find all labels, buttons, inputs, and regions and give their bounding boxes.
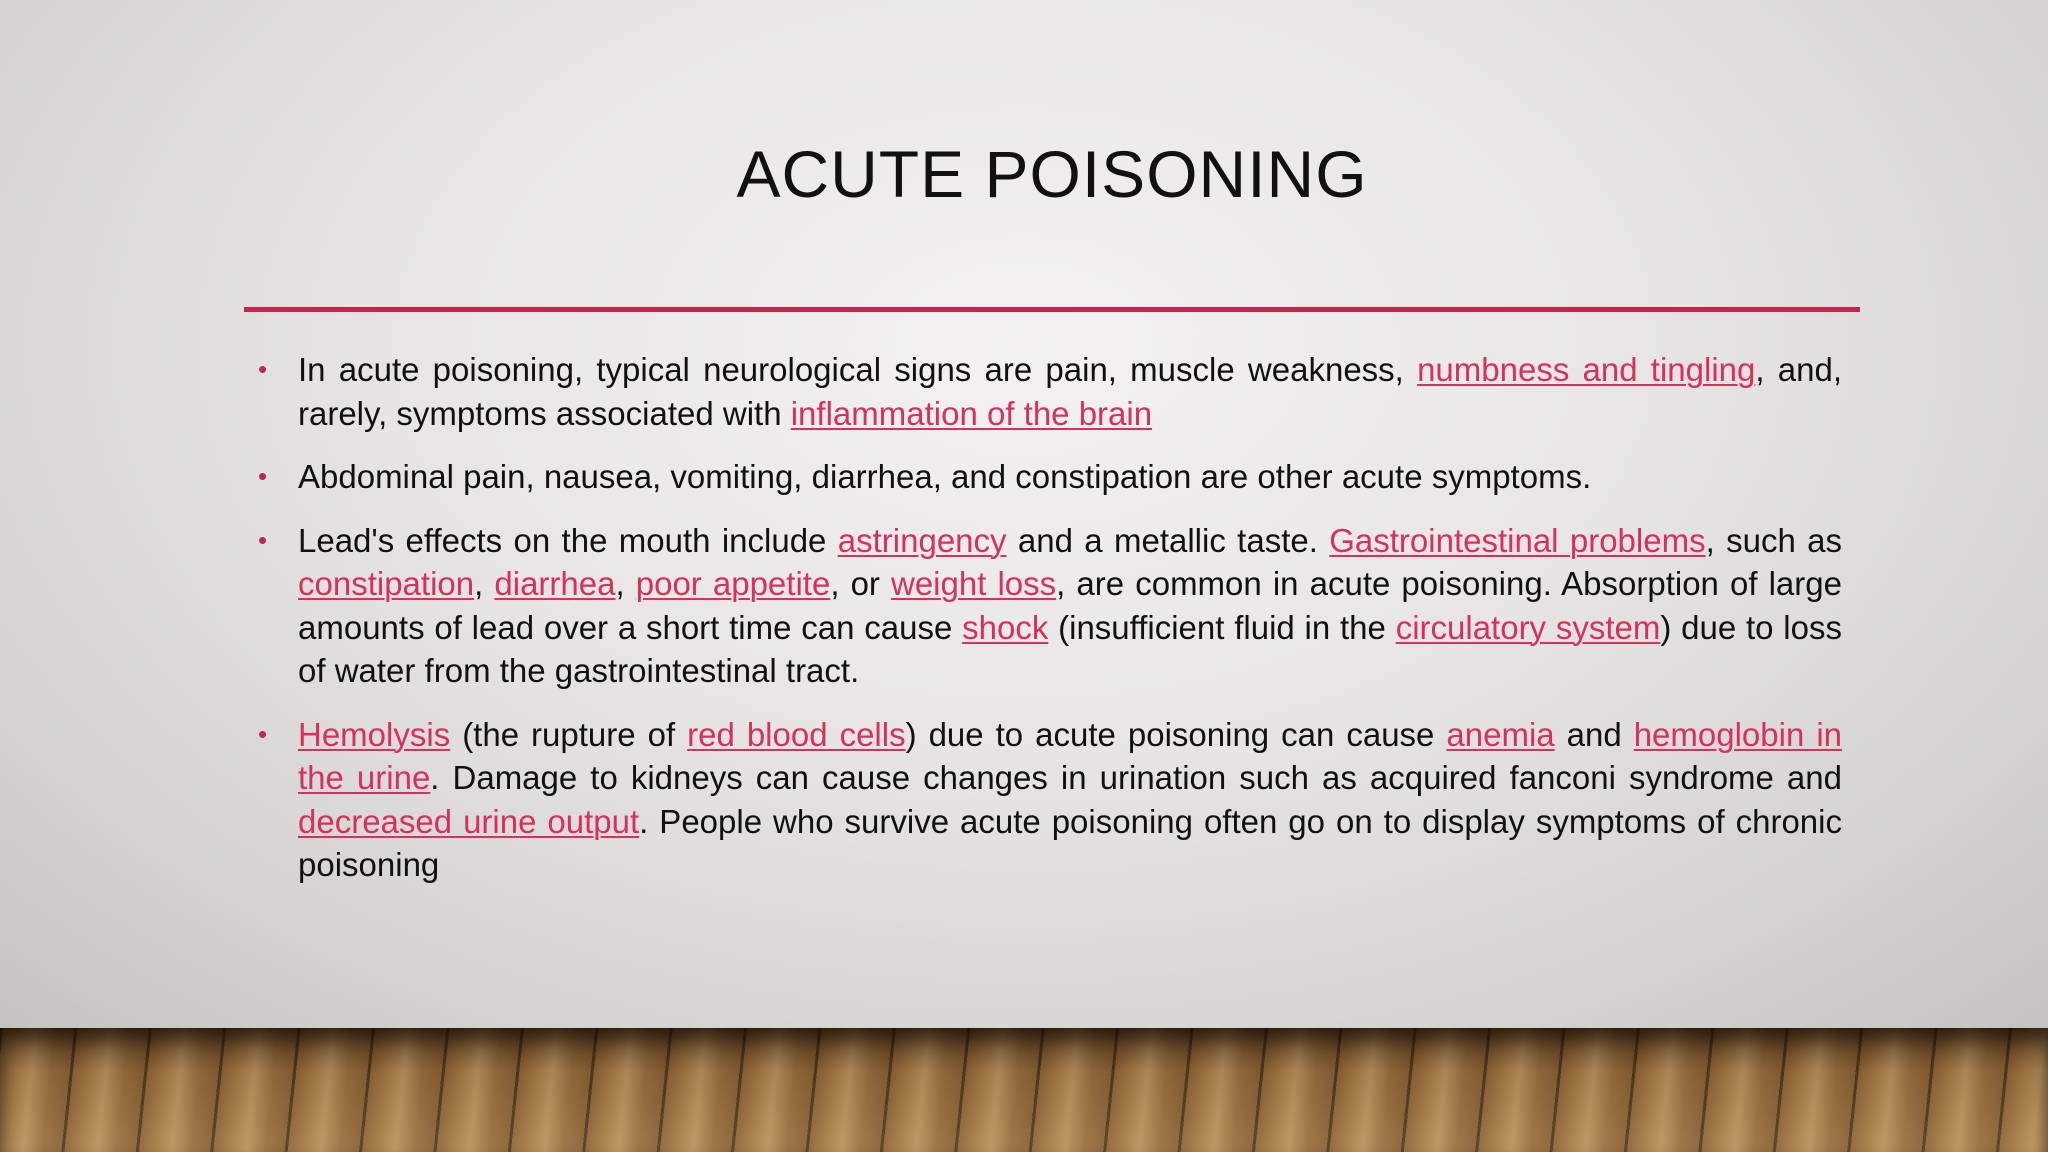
bullet-text: Abdominal pain, nausea, vomiting, diarrhea, and constipation are other acute symptoms.	[298, 458, 1592, 495]
bullet-text: ) due to acute poisoning can cause	[905, 715, 1447, 753]
link-circulatory-system[interactable]: circulatory system	[1395, 608, 1661, 646]
bullet-text: ,	[615, 565, 636, 602]
bullet-text: and a metallic taste.	[1006, 521, 1330, 559]
link-shock[interactable]: shock	[962, 608, 1049, 646]
bullet-item	[252, 519, 1842, 693]
bullet-dot-icon: •	[258, 718, 268, 749]
bullet-dot-icon: •	[258, 354, 268, 384]
bullet-text: , are common in acute poisoning. Absorption of large amounts of lead over a short time can cause	[298, 565, 1842, 646]
bullet-text: , and, rarely, symptoms associated with	[298, 351, 1842, 432]
link-weight-loss[interactable]: weight loss	[891, 565, 1057, 602]
bullet-text: and	[1554, 715, 1634, 753]
link-inflammation-of-the-brain[interactable]: inflammation of the brain	[790, 394, 1153, 432]
bullet-text: , or	[830, 565, 891, 602]
link-poor-appetite[interactable]: poor appetite	[635, 565, 831, 602]
floor-shadow	[0, 1028, 2048, 1152]
bullet-text: . People who survive acute poisoning often go on to display symptoms of chronic poisoning	[298, 802, 1842, 883]
link-red-blood-cells[interactable]: red blood cells	[687, 715, 906, 753]
bullet-list	[252, 348, 1842, 907]
bullet-dot-icon: •	[258, 461, 268, 491]
bullet-item	[252, 455, 1842, 499]
bullet-item	[252, 348, 1842, 435]
title-divider	[244, 307, 1860, 312]
link-numbness-and-tingling[interactable]: numbness and tingling	[1417, 351, 1756, 388]
link-astringency[interactable]: astringency	[837, 521, 1007, 559]
bullet-dot-icon: •	[258, 524, 268, 555]
link-hemolysis[interactable]: Hemolysis	[298, 715, 451, 753]
link-anemia[interactable]: anemia	[1446, 715, 1555, 753]
slide-title: ACUTE POISONING	[736, 137, 1368, 211]
bullet-text: , such as	[1705, 521, 1842, 559]
link-decreased-urine-output[interactable]: decreased urine output	[298, 802, 640, 840]
bullet-text: (the rupture of	[450, 715, 688, 753]
link-constipation[interactable]: constipation	[298, 565, 475, 602]
bullet-text: ) due to loss of water from the gastrointestinal tract.	[298, 608, 1842, 689]
link-gastrointestinal-problems[interactable]: Gastrointestinal problems	[1329, 521, 1706, 559]
bullet-text: . Damage to kidneys can cause changes in urination such as acquired fanconi syndrome and	[430, 759, 1842, 796]
bullet-text: In acute poisoning, typical neurological signs are pain, muscle weakness,	[298, 351, 1418, 388]
link-hemoglobin-in-the-urine[interactable]: hemoglobin in the urine	[298, 715, 1843, 796]
bullet-item	[252, 713, 1842, 887]
bullet-text: ,	[474, 565, 495, 602]
link-diarrhea[interactable]: diarrhea	[494, 565, 616, 602]
bullet-text: Lead's effects on the mouth include	[298, 521, 838, 559]
bullet-text: (insufficient fluid in the	[1048, 608, 1396, 646]
